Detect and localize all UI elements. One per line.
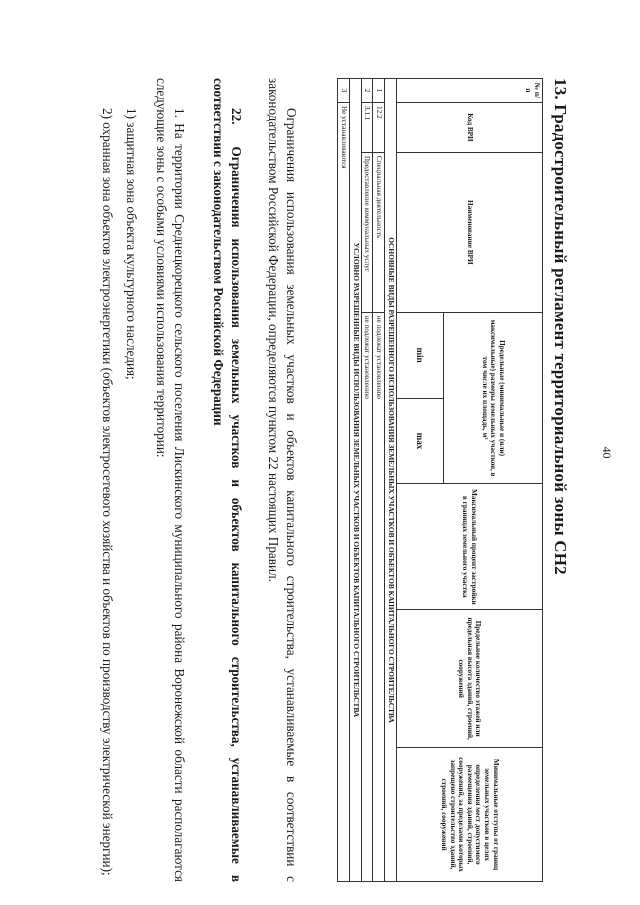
row-name: Предоставление коммунальных услуг xyxy=(361,152,373,312)
section-22-title: Ограничения использования земельных участков и объектов капитального строительства, устанавливаемые в соответствии с законодательством Российской Федерации xyxy=(211,78,244,882)
paragraph-zones-intro: 1. На территории Среднецкорецкого сельского поселения Лискинского муниципального района Воронежской области располагаются следующие зоны с особыми условиями использования территории: xyxy=(154,78,187,882)
header-building-percent: Максимальный процент застройки в границах земельного участка xyxy=(397,484,543,610)
section-main-uses: ОСНОВНЫЕ ВИДЫ РАЗРЕШЕННОГО ИСПОЛЬЗОВАНИЯ ЗЕМЕЛЬНЫХ УЧАСТКОВ И ОБЪЕКТОВ КАПИТАЛЬНОГО СТРОИТЕЛЬСТВА xyxy=(385,79,397,882)
page-number: 40 xyxy=(600,446,614,459)
row-number: 1 xyxy=(373,79,385,103)
zone-regulation-table xyxy=(337,78,543,882)
row-value: не подлежат установлению xyxy=(373,312,385,881)
table-row xyxy=(338,79,350,882)
row-name: Специальная деятельность xyxy=(373,152,385,312)
section-conditional-uses: УСЛОВНО РАЗРЕШЕННЫЕ ВИДЫ ИСПОЛЬЗОВАНИЯ ЗЕМЕЛЬНЫХ УЧАСТКОВ И ОБЪЕКТОВ КАПИТАЛЬНОГО СТРОИТЕЛЬСТВА xyxy=(349,79,361,882)
list-item: 1) защитная зона объекта культурного наследия; xyxy=(124,108,139,380)
row-code: 12.2 xyxy=(373,102,385,152)
header-floors: Предельное количество этажей или предельная высота зданий, строений, сооружений xyxy=(397,610,543,748)
row-value: не подлежат установлению xyxy=(361,312,373,881)
header-plot-sizes: Предельные (минимальные и (или) максимальные) размеры земельных участков, в том числе их площадь, м² xyxy=(444,312,543,484)
header-name: Наименование ВРИ xyxy=(397,152,543,312)
table-row xyxy=(385,79,397,882)
list-item: 2) охранная зона объектов электроэнергетики (объектов электросетевого хозяйства и объектов по производству электрической энергии); xyxy=(100,108,115,876)
table-row xyxy=(361,79,373,882)
section-heading: 13. Градостроительный регламент территориальной зоны СН2 xyxy=(551,78,570,575)
paragraph-restrictions-reference: Ограничения использования земельных участков и объектов капитального строительства, устанавливаемые в соответствии с законодательством Российской Федерации, определяются пунктом 22 настоящих Правил. xyxy=(266,78,299,882)
header-setbacks: Минимальные отступы от границ земельных участков в целях определения мест допустимого размещения зданий, строений, сооружений, за пределами которых запрещено строительство зданий, строений, сооружений xyxy=(397,748,543,882)
table-row xyxy=(373,79,385,882)
row-value: Не устанавливаются xyxy=(338,102,350,881)
section-22-number: 22. xyxy=(229,108,244,125)
paragraph-section-22-heading xyxy=(209,78,245,882)
row-code: 3.1.1 xyxy=(361,102,373,152)
header-max: max xyxy=(397,398,444,484)
table-row xyxy=(349,79,361,882)
row-number: 2 xyxy=(361,79,373,103)
header-number: № п/п xyxy=(397,79,543,103)
header-min: min xyxy=(397,312,444,398)
row-number: 3 xyxy=(338,79,350,103)
header-code: Код ВРИ xyxy=(397,102,543,152)
